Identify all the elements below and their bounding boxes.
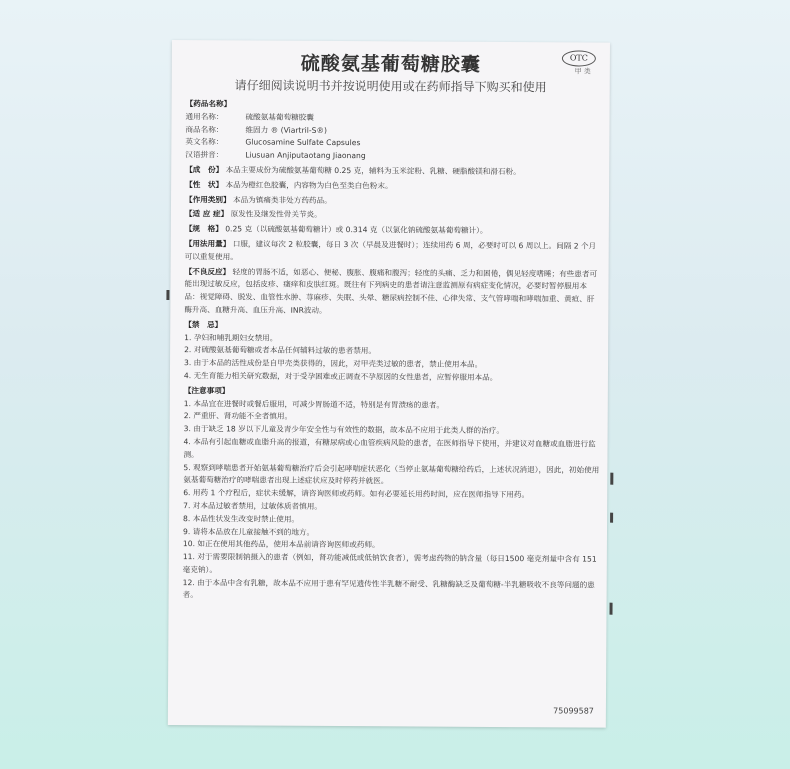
row-value: Glucosamine Sulfate Capsules	[245, 137, 361, 148]
document-subtitle: 请仔细阅读说明书并按说明使用或在药师指导下购买和使用	[234, 78, 547, 95]
list-item: 7. 对本品过敏者禁用，过敏体质者慎用。	[183, 500, 322, 511]
section-header: 【作用类别】	[185, 194, 231, 204]
precautions-list	[183, 398, 600, 605]
list-item: 8. 本品性状发生改变时禁止使用。	[183, 513, 300, 524]
row-key: 通用名称：	[185, 111, 224, 122]
drug-name-header: 【药品名称】	[185, 99, 232, 109]
row-value: Liusuan Anjiputaotang Jiaonang	[245, 150, 366, 161]
adverse-reactions-section	[184, 266, 600, 320]
section-header: 【规 格】	[184, 224, 223, 234]
list-item: 6. 用药 1 个疗程后，症状未缓解，请咨询医师或药师。如有必要延长用药时间，应在医师指导下用药。	[183, 488, 530, 500]
list-item: 4. 本品有引起血糖或血脂升高的报道，有糖尿病或心血管疾病风险的患者，在医师指导下使用，并建议对血糖或血脂进行监测。	[183, 437, 596, 459]
list-item: 11. 对于需要限制钠摄入的患者（例如，肾功能减低或低钠饮食者），需考虑药物的钠含量（每日1500 毫克剂量中含有 151 毫克钠）。	[182, 552, 597, 575]
section-header: 【成 份】	[185, 165, 224, 175]
margin-mark	[610, 513, 613, 523]
contraindications-header: 【禁 忌】	[184, 319, 223, 330]
margin-mark	[610, 473, 613, 485]
section-text: 轻度的胃肠不适，如恶心、便秘、腹胀、腹痛和腹泻；轻度的头痛、乏力和困倦，偶见轻度嗜睡；有些患者可能出现过敏反应，包括皮疹、瘙痒和皮肤红斑。既往有下列病史的患者请注意监测原有病症变化情况，必要时暂停服用本品：视觉障碍、脱发、血管性水肿、荨麻疹、失眠、头晕、糖尿病控制不佳、心律失常、支气管哮喘和哮喘加重、黄疸、肝酶升高、血糖升高、血压升高、INR波动。	[184, 266, 598, 315]
package-insert-sheet	[168, 40, 610, 728]
row-value: 维固力 ® (Viartril-S®)	[245, 125, 327, 135]
list-item: 9. 请将本品放在儿童接触不到的地方。	[182, 526, 315, 537]
row-key: 英文名称：	[185, 137, 224, 147]
list-item: 1. 本品宜在进餐时或餐后服用，可减少胃肠道不适，特别是有胃溃疡的患者。	[183, 398, 445, 410]
dosage-section	[185, 238, 601, 266]
precautions-header: 【注意事项】	[183, 385, 230, 396]
contraindications-list	[184, 332, 600, 386]
indications-section	[185, 208, 601, 223]
section-text: 本品为橙红色胶囊，内容物为白色至类白色粉末。	[225, 180, 393, 191]
specification-section	[185, 223, 601, 238]
drug-name-row	[185, 149, 601, 164]
section-header: 【不良反应】	[184, 266, 231, 276]
row-key: 汉语拼音：	[185, 150, 224, 160]
composition-section	[185, 164, 601, 179]
section-text: 本品主要成份为硫酸氨基葡萄糖 0.25 克，辅料为玉米淀粉、乳糖、硬脂酸镁和滑石粉。	[225, 165, 521, 177]
margin-mark	[166, 290, 169, 300]
document-title: 硫酸氨基葡萄糖胶囊	[300, 52, 481, 76]
list-item: 1. 孕妇和哺乳期妇女禁用。	[184, 332, 278, 343]
otc-badge: OTC	[562, 50, 596, 66]
serial-number: 75099587	[553, 706, 594, 716]
list-item: 2. 对硫酸氨基葡萄糖或者本品任何辅料过敏的患者禁用。	[184, 345, 377, 356]
list-item: 2. 严重肝、肾功能不全者慎用。	[183, 411, 293, 422]
otc-class-label: 甲 类	[574, 67, 591, 76]
section-text: 口服，建议每次 2 粒胶囊，每日 3 次（早晨及进餐时）；连续用药 6 周，必要时可以 6 周以上。间隔 2 个月可以重复使用。	[184, 239, 597, 262]
list-item: 3. 由于本品的活性成份是自甲壳类获得的，因此，对甲壳类过敏的患者，禁止使用本品。	[184, 358, 483, 370]
insert-content	[183, 98, 602, 605]
list-item: 4. 无生育能力相关研究数据，对于受孕困难或正调查不孕原因的女性患者，应暂停服用本品。	[183, 371, 498, 382]
list-item: 3. 由于缺乏 18 岁以下儿童及青少年安全性与有效性的数据，故本品不应用于此类人群的治疗。	[183, 424, 504, 436]
section-text: 原发性及继发性骨关节炎。	[230, 209, 322, 220]
drug-name-block	[185, 111, 601, 165]
category-section	[185, 194, 601, 209]
list-item: 12. 由于本品中含有乳糖，故本品不应用于患有罕见遗传性半乳糖不耐受、乳糖酶缺乏及葡萄糖-半乳糖吸收不良等问题的患者。	[182, 577, 595, 600]
row-value: 硫酸氨基葡萄糖胶囊	[245, 112, 314, 122]
section-text: 本品为镇痛类非处方药药品。	[232, 194, 332, 205]
section-header: 【性 状】	[185, 179, 224, 190]
section-header: 【用法用量】	[184, 239, 231, 249]
margin-mark	[609, 603, 612, 615]
list-item: 5. 观察到哮喘患者开始氨基葡萄糖治疗后会引起哮喘症状恶化（当停止氨基葡萄糖给药后，上述状况消退），因此，初始使用氨基葡萄糖治疗的哮喘患者出现上述症状应及时停药并就医。	[183, 462, 600, 486]
description-section	[185, 179, 601, 194]
section-text: 0.25 克（以硫酸氨基葡萄糖计）或 0.314 克（以氯化钠硫酸氨基葡萄糖计）。	[225, 224, 488, 236]
row-key: 商品名称：	[185, 124, 224, 134]
list-item: 10. 如正在使用其他药品，使用本品前请咨询医师或药师。	[182, 539, 380, 550]
section-header: 【适 应 症】	[184, 209, 229, 219]
